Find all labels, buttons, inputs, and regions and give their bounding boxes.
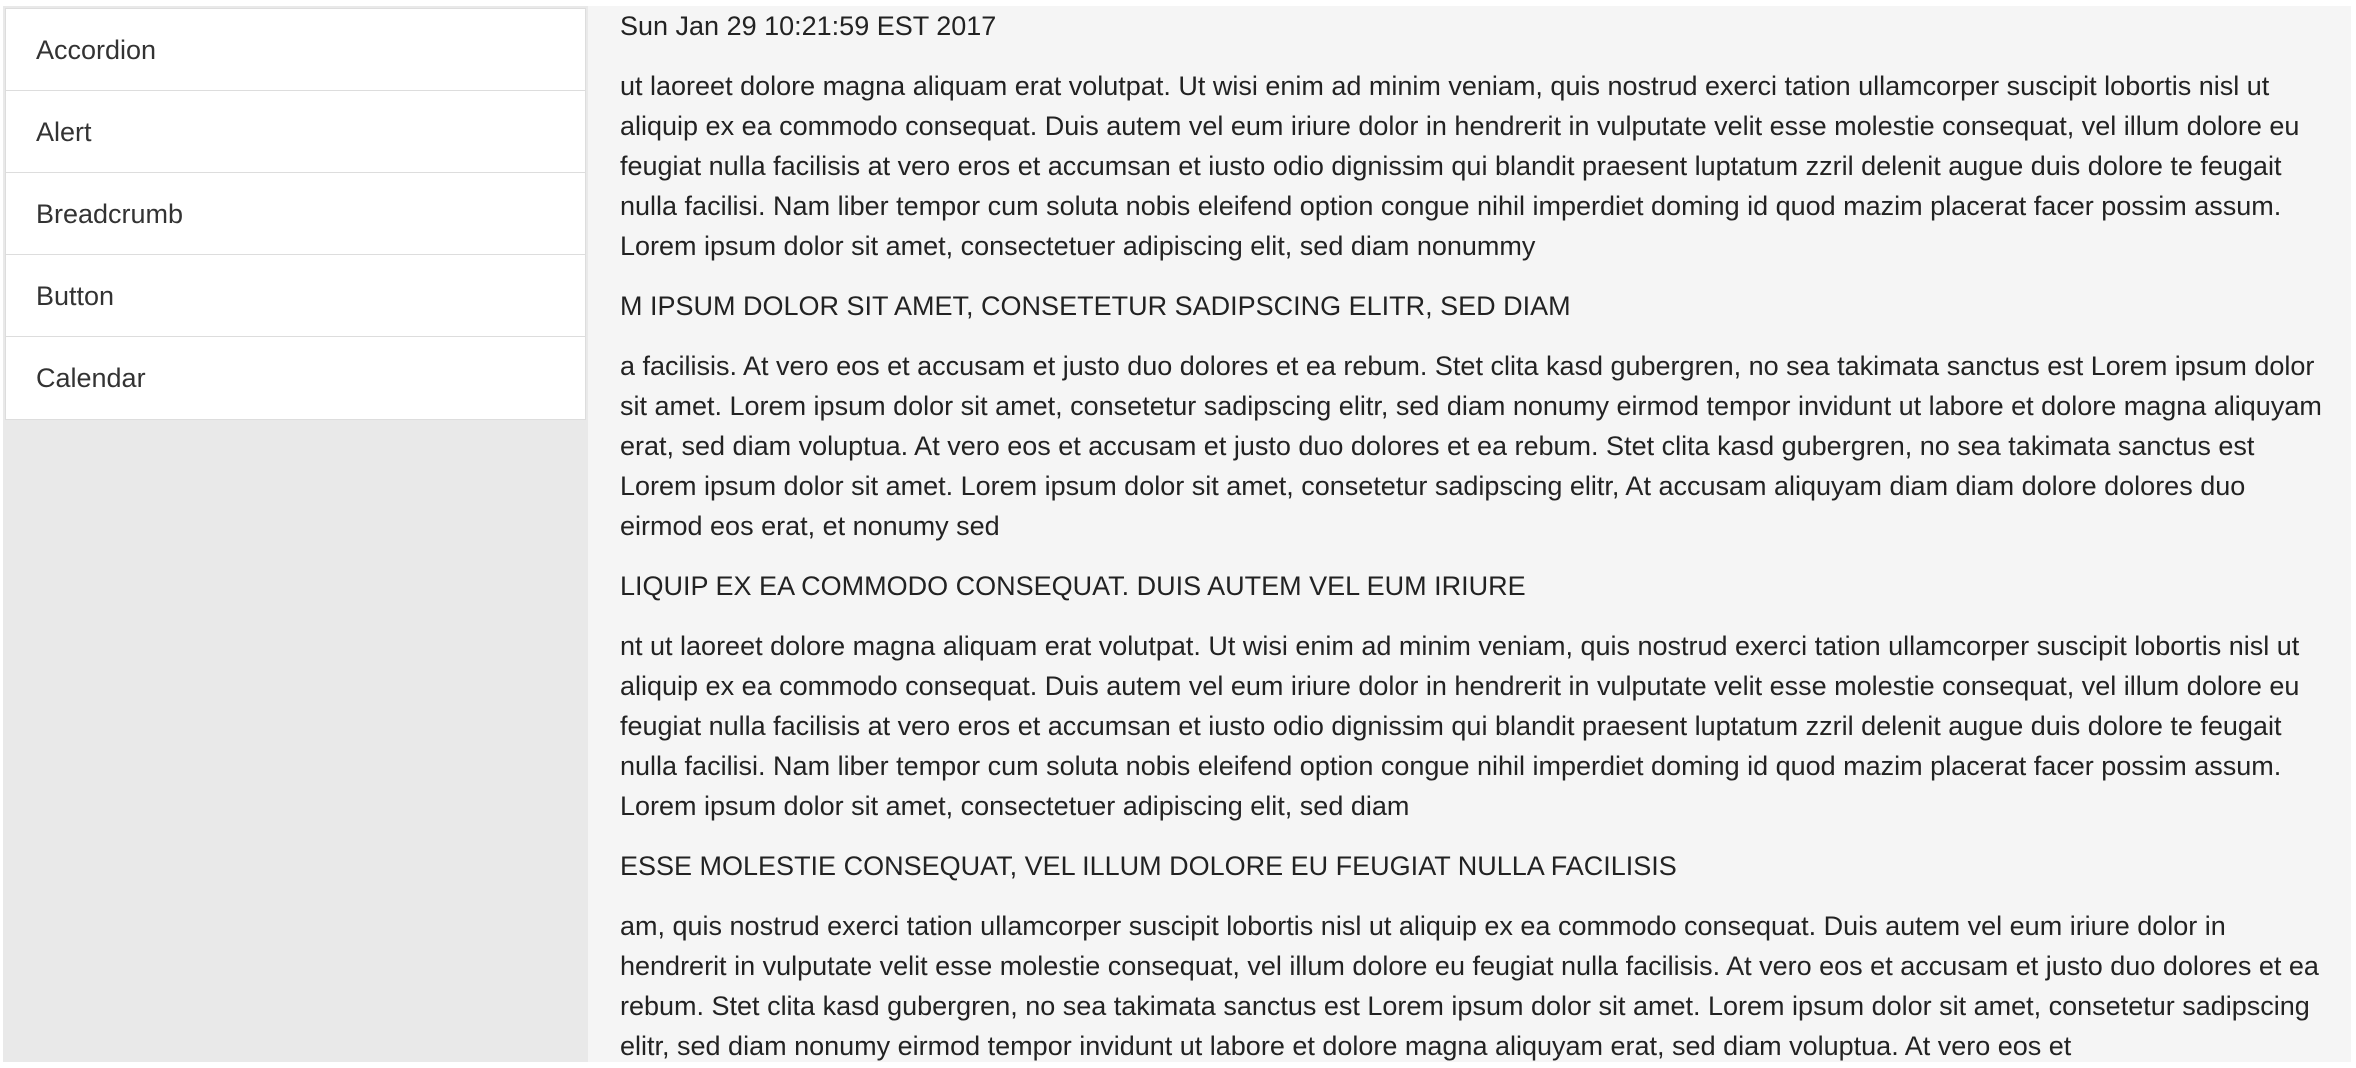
sidebar	[3, 6, 588, 1062]
sidebar-item-breadcrumb[interactable]: Breadcrumb	[6, 173, 585, 255]
section-heading: M IPSUM DOLOR SIT AMET, CONSETETUR SADIPSCING ELITR, SED DIAM	[620, 291, 1571, 321]
sidebar-item-calendar[interactable]: Calendar	[36, 363, 146, 393]
sidebar-item-alert[interactable]: Alert	[6, 91, 585, 173]
sidebar-item-button[interactable]: Button	[6, 255, 585, 337]
section-heading: ESSE MOLESTIE CONSEQUAT, VEL ILLUM DOLORE EU FEUGIAT NULLA FACILISIS	[620, 851, 1677, 881]
sidebar-menu	[5, 8, 586, 420]
app-frame	[3, 6, 2351, 1062]
sidebar-item-accordion[interactable]: Accordion	[6, 9, 585, 91]
paragraph: nt ut laoreet dolore magna aliquam erat volutpat. Ut wisi enim ad minim veniam, quis nostrud exerci tation ullamcorper suscipit lobortis nisl ut aliquip ex ea commodo consequat. Duis autem vel eum iriure dolor in hendrerit in vulputate velit esse molestie consequat, vel illum dolore eu feugiat nulla facilisis at vero eros et accumsan et iusto odio dignissim qui blandit praesent luptatum zzril delenit augue duis dolore te feugait nulla facilisi. Nam liber tempor cum soluta nobis eleifend option congue nihil imperdiet doming id quod mazim placerat facer possim assum. Lorem ipsum dolor sit amet, consectetuer adipiscing elit, sed diam	[620, 631, 2300, 821]
paragraph: a facilisis. At vero eos et accusam et justo duo dolores et ea rebum. Stet clita kasd gubergren, no sea takimata sanctus est Lorem ipsum dolor sit amet. Lorem ipsum dolor sit amet, consetetur sadipscing elitr, sed diam nonumy eirmod tempor invidunt ut labore et dolore magna aliquyam erat, sed diam voluptua. At vero eos et accusam et justo duo dolores et ea rebum. Stet clita kasd gubergren, no sea takimata sanctus est Lorem ipsum dolor sit amet. Lorem ipsum dolor sit amet, consetetur sadipscing elitr, At accusam aliquyam diam diam dolore dolores duo eirmod eos erat, et nonumy sed	[620, 351, 2322, 541]
section-heading: LIQUIP EX EA COMMODO CONSEQUAT. DUIS AUTEM VEL EUM IRIURE	[620, 571, 1526, 601]
paragraph: ut laoreet dolore magna aliquam erat volutpat. Ut wisi enim ad minim veniam, quis nostrud exerci tation ullamcorper suscipit lobortis nisl ut aliquip ex ea commodo consequat. Duis autem vel eum iriure dolor in hendrerit in vulputate velit esse molestie consequat, vel illum dolore eu feugiat nulla facilisis at vero eros et accumsan et iusto odio dignissim qui blandit praesent luptatum zzril delenit augue duis dolore te feugait nulla facilisi. Nam liber tempor cum soluta nobis eleifend option congue nihil imperdiet doming id quod mazim placerat facer possim assum. Lorem ipsum dolor sit amet, consectetuer adipiscing elit, sed diam nonummy	[620, 71, 2300, 261]
main-content[interactable]	[591, 6, 2336, 1062]
timestamp: Sun Jan 29 10:21:59 EST 2017	[620, 11, 997, 41]
paragraph: am, quis nostrud exerci tation ullamcorper suscipit lobortis nisl ut aliquip ex ea commodo consequat. Duis autem vel eum iriure dolor in hendrerit in vulputate velit esse molestie consequat, vel illum dolore eu feugiat nulla facilisis. At vero eos et accusam et justo duo dolores et ea rebum. Stet clita kasd gubergren, no sea takimata sanctus est Lorem ipsum dolor sit amet. Lorem ipsum dolor sit amet, consetetur sadipscing elitr, sed diam nonumy eirmod tempor invidunt ut labore et dolore magna aliquyam erat, sed diam voluptua. At vero eos et	[620, 911, 2319, 1061]
